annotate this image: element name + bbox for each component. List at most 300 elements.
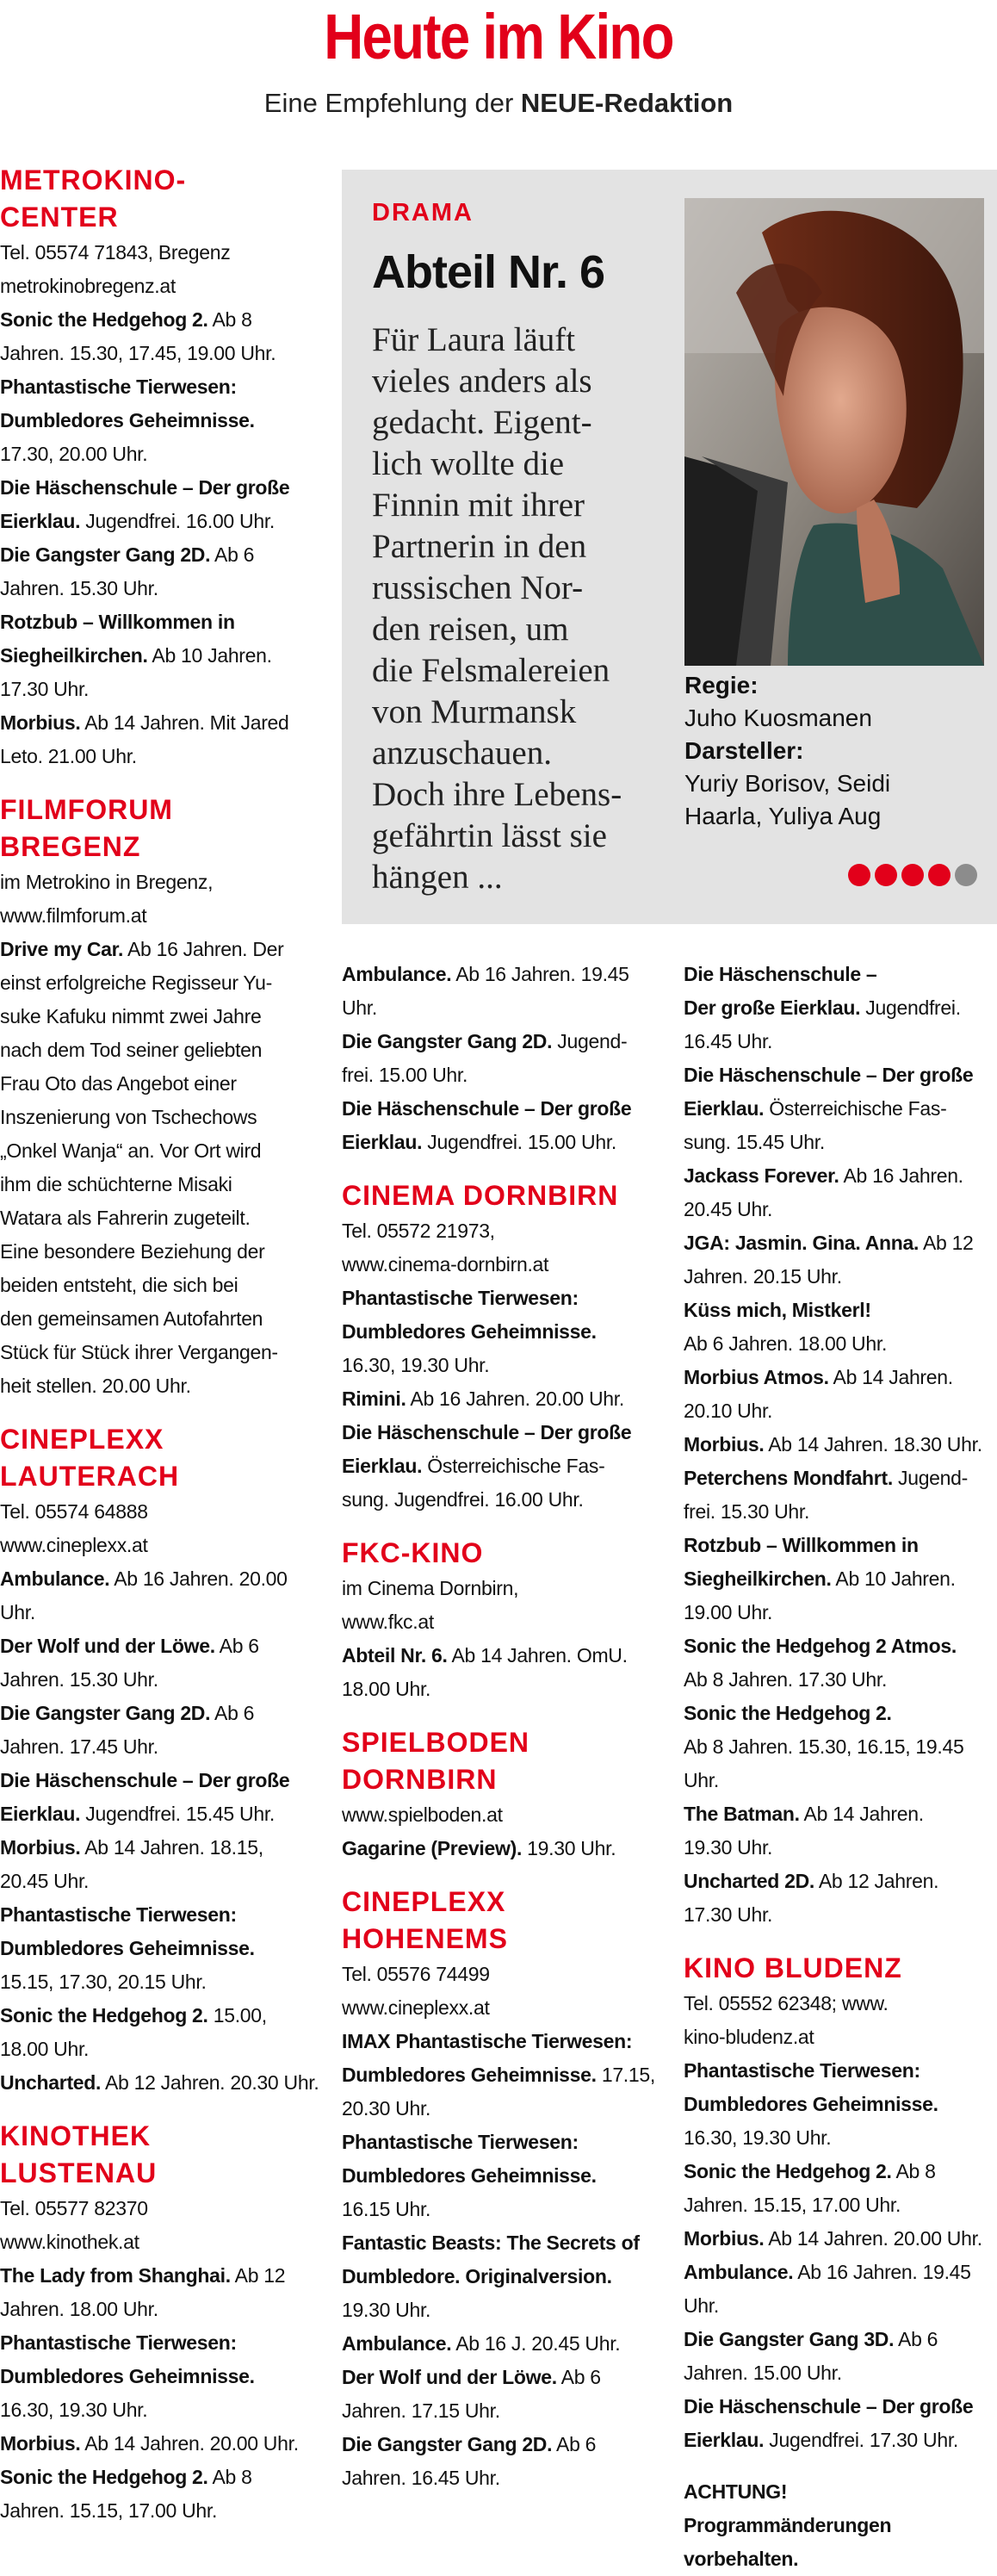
listing-line bbox=[0, 2494, 331, 2528]
listing-line bbox=[0, 966, 331, 1000]
listing-detail: Eine besondere Beziehung der bbox=[0, 1240, 265, 1263]
listing-detail: www.cineplexx.at bbox=[0, 1534, 148, 1556]
movie-title: Jackass Forever. bbox=[684, 1164, 839, 1187]
listing-line bbox=[0, 2293, 331, 2326]
page-subtitle bbox=[0, 86, 997, 121]
listing-line bbox=[684, 2188, 997, 2222]
movie-title: ACHTUNG! bbox=[684, 2480, 788, 2503]
teaser-line: russischen Nor- bbox=[372, 569, 584, 606]
listing-detail: 17.15, bbox=[596, 2064, 655, 2086]
listing-line bbox=[684, 1831, 997, 1865]
movie-title: Die Häschenschule – bbox=[684, 963, 877, 985]
movie-title: Die Gangster Gang 2D. bbox=[0, 543, 211, 566]
listing-line bbox=[342, 1605, 673, 1639]
listing-detail: Ab 16 Jahren. 19.45 bbox=[793, 2261, 971, 2283]
listing-line bbox=[684, 1361, 997, 1394]
listing-line bbox=[0, 1764, 331, 1797]
listing-detail: Jahren. 16.45 Uhr. bbox=[342, 2467, 500, 2489]
movie-title: Sonic the Hedgehog 2 Atmos. bbox=[684, 1635, 957, 1657]
listing-detail: Ab 6 bbox=[894, 2328, 938, 2350]
listing-detail: www.spielboden.at bbox=[342, 1803, 503, 1826]
listing-line bbox=[0, 1730, 331, 1764]
listing-detail: Jugendfrei. 15.45 Uhr. bbox=[80, 1803, 275, 1825]
listing-line bbox=[342, 1058, 673, 1092]
listing-detail: Frau Oto das Angebot einer bbox=[0, 1072, 237, 1095]
movie-title: Ambulance. bbox=[0, 1567, 110, 1590]
listing-line bbox=[0, 1269, 331, 1302]
listing-line bbox=[342, 1483, 673, 1517]
listing-line bbox=[342, 1991, 673, 2025]
listing-line bbox=[684, 1987, 997, 2020]
movie-title: Dumbledores Geheimnisse. bbox=[342, 1320, 597, 1343]
listing-line bbox=[0, 740, 331, 773]
subtitle-prefix: Eine Empfehlung der bbox=[263, 88, 514, 118]
listing-line bbox=[342, 2461, 673, 2495]
movie-title: Die Gangster Gang 2D. bbox=[0, 1702, 211, 1724]
feature-credits bbox=[684, 669, 986, 833]
listing-line bbox=[0, 236, 331, 270]
movie-title: Siegheilkirchen. bbox=[0, 644, 148, 667]
listing-line bbox=[0, 1101, 331, 1134]
listing-detail: Ab 14 Jahren. bbox=[828, 1366, 953, 1388]
movie-title: Phantastische Tierwesen: bbox=[342, 1287, 579, 1309]
listing-detail: frei. 15.00 Uhr. bbox=[342, 1064, 468, 1086]
listing-line bbox=[0, 1000, 331, 1034]
listing-detail: Ab 16 Jahren. 20.00 Uhr. bbox=[406, 1387, 624, 1410]
listing-detail: im Metrokino in Bregenz, bbox=[0, 871, 214, 893]
listing-line bbox=[0, 1067, 331, 1101]
listing-line bbox=[342, 2226, 673, 2260]
listing-detail: Jahren. 18.00 Uhr. bbox=[0, 2298, 158, 2320]
listings-column-3 bbox=[684, 958, 997, 2576]
listing-line bbox=[0, 1201, 331, 1235]
listing-detail: Jugend- bbox=[892, 1467, 969, 1489]
movie-title: Der Wolf und der Löwe. bbox=[342, 2366, 557, 2388]
listing-line bbox=[342, 1572, 673, 1605]
movie-title: Morbius. bbox=[684, 1433, 765, 1456]
listing-line bbox=[684, 2424, 997, 2457]
listing-detail: 20.45 Uhr. bbox=[684, 1198, 773, 1220]
listing-detail: Uhr. bbox=[342, 996, 377, 1019]
movie-title: Eierklau. bbox=[0, 510, 81, 532]
movie-title: Die Gangster Gang 2D. bbox=[342, 1030, 553, 1052]
rating-dot-filled bbox=[875, 864, 897, 886]
listing-detail: Tel. 05574 71843, Bregenz bbox=[0, 241, 231, 264]
listing-line bbox=[0, 572, 331, 605]
listing-detail: 19.00 Uhr. bbox=[684, 1601, 773, 1623]
cinema-name: KINO BLUDENZ bbox=[684, 1952, 902, 1983]
cinema-metrokino bbox=[0, 162, 331, 773]
cinema-filmforum bbox=[0, 791, 331, 1403]
listing-line bbox=[684, 2020, 997, 2054]
listing-detail: www.kinothek.at bbox=[0, 2231, 139, 2253]
listing-detail: Leto. 21.00 Uhr. bbox=[0, 745, 137, 767]
listing-line bbox=[342, 1832, 673, 1865]
teaser-line: Doch ihre Lebens- bbox=[372, 776, 622, 813]
listing-detail: 16.30, 19.30 Uhr. bbox=[0, 2399, 148, 2421]
movie-title: Ambulance. bbox=[684, 2261, 794, 2283]
listing-line bbox=[0, 1629, 331, 1663]
listing-line bbox=[684, 1562, 997, 1596]
listing-detail: 15.00, bbox=[207, 2004, 267, 2027]
cinema-spielboden bbox=[342, 1724, 673, 1865]
listing-line bbox=[684, 2289, 997, 2323]
movie-title: Morbius Atmos. bbox=[684, 1366, 829, 1388]
listing-line bbox=[0, 2066, 331, 2100]
listing-detail: 17.30, 20.00 Uhr. bbox=[0, 443, 148, 465]
listing-line bbox=[684, 958, 997, 991]
listing-line bbox=[342, 2092, 673, 2126]
movie-title: Morbius. bbox=[684, 2227, 765, 2250]
cinema-name: BREGENZ bbox=[0, 831, 141, 862]
cinema-hohenems-continued bbox=[684, 958, 997, 1932]
listing-detail: Ab 12 Jahren. 20.30 Uhr. bbox=[101, 2071, 319, 2094]
feature-title: Abteil Nr. 6 bbox=[372, 246, 605, 298]
listing-detail: Uhr. bbox=[0, 1601, 35, 1623]
listing-line bbox=[342, 1798, 673, 1832]
listing-detail: 15.15, 17.30, 20.15 Uhr. bbox=[0, 1971, 207, 1993]
listing-line bbox=[342, 2193, 673, 2226]
listing-detail: Ab 14 Jahren. Mit Jared bbox=[80, 711, 289, 734]
listing-detail: Ab 16 Jahren. bbox=[839, 1164, 963, 1187]
listing-line bbox=[0, 1562, 331, 1596]
listing-detail: Jahren. 15.15, 17.00 Uhr. bbox=[684, 2194, 901, 2216]
movie-title: Rotzbub – Willkommen in bbox=[684, 1534, 919, 1556]
listing-line bbox=[0, 1865, 331, 1898]
program-note bbox=[684, 2475, 997, 2576]
listing-detail: Ab 16 Jahren. Der bbox=[123, 938, 284, 960]
listing-detail: 18.00 Uhr. bbox=[342, 1678, 431, 1700]
listings-column-2 bbox=[342, 958, 673, 2495]
listing-detail: Jugendfrei. 15.00 Uhr. bbox=[422, 1131, 616, 1153]
listing-detail: www.filmforum.at bbox=[0, 904, 147, 927]
teaser-line: Finnin mit ihrer bbox=[372, 487, 585, 524]
teaser-line: gedacht. Eigent- bbox=[372, 404, 592, 441]
movie-title: Dumbledores Geheimnisse. bbox=[342, 2164, 597, 2187]
listing-line bbox=[684, 2475, 997, 2509]
movie-title: Dumbledores Geheimnisse. bbox=[0, 409, 255, 431]
listing-line bbox=[0, 2326, 331, 2360]
listing-detail: Tel. 05552 62348; www. bbox=[684, 1992, 889, 2014]
movie-title: Eierklau. bbox=[684, 1097, 765, 1120]
listing-line bbox=[0, 1965, 331, 1999]
listing-line bbox=[342, 1382, 673, 1416]
listing-line bbox=[342, 2428, 673, 2461]
rating-dot-filled bbox=[928, 864, 951, 886]
listing-detail: Ab 6 bbox=[556, 2366, 601, 2388]
movie-title: Dumbledores Geheimnisse. bbox=[342, 2064, 597, 2086]
listings-column-1 bbox=[0, 162, 331, 2528]
listing-line bbox=[342, 2058, 673, 2092]
movie-title: Sonic the Hedgehog 2. bbox=[684, 1702, 892, 1724]
listing-line bbox=[342, 2260, 673, 2294]
listing-detail: Österreichische Fas- bbox=[422, 1455, 605, 1477]
movie-title: Rotzbub – Willkommen in bbox=[0, 611, 235, 633]
listing-line bbox=[0, 2225, 331, 2259]
subtitle-brand: NEUE-Redaktion bbox=[520, 88, 734, 118]
cinema-name: SPIELBODEN bbox=[342, 1727, 530, 1758]
listing-detail: Tel. 05572 21973, bbox=[342, 1220, 495, 1242]
listing-detail: Inszenierung von Tschechows bbox=[0, 1106, 257, 1128]
cast-line: Haarla, Yuliya Aug bbox=[684, 803, 882, 829]
teaser-line: anzuschauen. bbox=[372, 735, 552, 772]
listing-line bbox=[0, 337, 331, 370]
movie-title: Die Häschenschule – Der große bbox=[0, 1769, 290, 1791]
listing-detail: Watara als Fahrerin zugeteilt. bbox=[0, 1207, 251, 1229]
movie-title: Phantastische Tierwesen: bbox=[0, 2331, 237, 2354]
listing-detail: 16.30, 19.30 Uhr. bbox=[342, 1354, 490, 1376]
listing-line bbox=[342, 2126, 673, 2159]
listing-line bbox=[0, 270, 331, 303]
movie-title: Morbius. bbox=[0, 711, 81, 734]
listing-line bbox=[0, 2360, 331, 2393]
movie-title: Siegheilkirchen. bbox=[684, 1567, 832, 1590]
listing-detail: Österreichische Fas- bbox=[764, 1097, 947, 1120]
cinema-name: METROKINO- bbox=[0, 164, 187, 196]
listing-line bbox=[684, 1428, 997, 1462]
listing-line bbox=[684, 2356, 997, 2390]
listing-detail: Jahren. 20.15 Uhr. bbox=[684, 1265, 842, 1288]
feature-genre: DRAMA bbox=[372, 199, 474, 227]
listing-detail: nach dem Tod seiner geliebten bbox=[0, 1039, 263, 1061]
listing-line bbox=[0, 933, 331, 966]
listing-line bbox=[684, 2121, 997, 2155]
listing-line bbox=[0, 1034, 331, 1067]
listing-line bbox=[342, 2025, 673, 2058]
listing-line bbox=[342, 1673, 673, 1706]
listing-line bbox=[0, 1797, 331, 1831]
listing-detail: Jugend- bbox=[552, 1030, 628, 1052]
teaser-line: vieles anders als bbox=[372, 363, 592, 400]
listing-line bbox=[0, 1529, 331, 1562]
listing-detail: 19.30 Uhr. bbox=[342, 2299, 431, 2321]
listing-detail: Ab 16 Jahren. 19.45 bbox=[451, 963, 629, 985]
listing-detail: Ab 8 bbox=[207, 308, 252, 331]
listing-line bbox=[342, 991, 673, 1025]
listing-line bbox=[342, 1214, 673, 1248]
listing-line bbox=[0, 2033, 331, 2066]
movie-title: Eierklau. bbox=[342, 1131, 423, 1153]
listing-detail: Ab 6 bbox=[214, 1635, 259, 1657]
listing-line bbox=[0, 2259, 331, 2293]
listing-line bbox=[0, 2427, 331, 2461]
listing-detail: Jugendfrei. bbox=[860, 996, 961, 1019]
listing-detail: 19.30 Uhr. bbox=[684, 1836, 773, 1859]
movie-title: Die Gangster Gang 2D. bbox=[342, 2433, 553, 2455]
listing-line bbox=[0, 1336, 331, 1369]
listing-detail: www.cinema-dornbirn.at bbox=[342, 1253, 549, 1276]
movie-title: The Lady from Shanghai. bbox=[0, 2264, 231, 2287]
listing-line bbox=[0, 866, 331, 899]
listing-detail: heit stellen. 20.00 Uhr. bbox=[0, 1375, 191, 1397]
listing-detail: 17.30 Uhr. bbox=[0, 678, 90, 700]
listing-line bbox=[684, 1629, 997, 1663]
cinema-name: KINOTHEK bbox=[0, 2120, 152, 2151]
movie-title: Sonic the Hedgehog 2. bbox=[0, 2466, 208, 2488]
listing-line bbox=[684, 1159, 997, 1193]
movie-title: Dumbledores Geheimnisse. bbox=[0, 2365, 255, 2387]
movie-title: Sonic the Hedgehog 2. bbox=[0, 2004, 208, 2027]
listing-detail: www.fkc.at bbox=[342, 1611, 434, 1633]
listing-line bbox=[684, 2256, 997, 2289]
movie-title: Die Häschenschule – Der große bbox=[342, 1097, 632, 1120]
movie-title: Die Gangster Gang 3D. bbox=[684, 2328, 895, 2350]
movie-title: Die Häschenschule – Der große bbox=[342, 1421, 632, 1443]
movie-title: Dumbledores Geheimnisse. bbox=[684, 2093, 938, 2115]
listing-detail: Ab 6 bbox=[552, 2433, 597, 2455]
teaser-line: gefährtin lässt sie bbox=[372, 817, 607, 854]
listing-detail: Jahren. 17.15 Uhr. bbox=[342, 2399, 500, 2422]
movie-title: Ambulance. bbox=[342, 963, 452, 985]
listing-line bbox=[684, 2222, 997, 2256]
teaser-line: hängen ... bbox=[372, 859, 503, 896]
listing-detail: 20.10 Uhr. bbox=[684, 1400, 773, 1422]
listing-detail: „Onkel Wanja“ an. Vor Ort wird bbox=[0, 1139, 262, 1162]
cinema-name: CINEMA DORNBIRN bbox=[342, 1180, 619, 1211]
movie-title: Ambulance. bbox=[342, 2332, 452, 2355]
listing-line bbox=[684, 1898, 997, 1932]
listing-detail: 20.30 Uhr. bbox=[342, 2097, 431, 2120]
listing-line bbox=[684, 1596, 997, 1629]
listing-detail: frei. 15.30 Uhr. bbox=[684, 1500, 810, 1523]
movie-title: Morbius. bbox=[0, 2432, 81, 2455]
listing-line bbox=[342, 1958, 673, 1991]
cinema-name: CENTER bbox=[0, 202, 119, 233]
rating-dot-filled bbox=[848, 864, 870, 886]
listing-line bbox=[0, 1697, 331, 1730]
listing-line bbox=[684, 2054, 997, 2088]
movie-title: Sonic the Hedgehog 2. bbox=[684, 2160, 892, 2182]
listing-detail: Ab 10 Jahren. bbox=[831, 1567, 956, 1590]
listing-line bbox=[684, 1394, 997, 1428]
listing-line bbox=[342, 1449, 673, 1483]
listing-detail: 16.45 Uhr. bbox=[684, 1030, 773, 1052]
listing-line bbox=[342, 1349, 673, 1382]
listing-line bbox=[684, 1025, 997, 1058]
cinema-name: HOHENEMS bbox=[342, 1923, 508, 1954]
listing-detail: Jahren. 15.00 Uhr. bbox=[684, 2362, 842, 2384]
movie-title: Eierklau. bbox=[342, 1455, 423, 1477]
cinema-cineplexx-lauterach bbox=[0, 1421, 331, 2100]
listing-detail: Ab 6 bbox=[210, 543, 255, 566]
listing-detail: sung. 15.45 Uhr. bbox=[684, 1131, 825, 1153]
cast-names bbox=[684, 767, 986, 833]
listing-line bbox=[684, 2390, 997, 2424]
cinema-name: CINEPLEXX bbox=[0, 1424, 164, 1455]
listing-line bbox=[342, 958, 673, 991]
listing-line bbox=[0, 438, 331, 471]
movie-title: Der Wolf und der Löwe. bbox=[0, 1635, 215, 1657]
listing-line bbox=[684, 1058, 997, 1092]
movie-title: Die Häschenschule – Der große bbox=[684, 2395, 974, 2418]
listing-detail: 16.30, 19.30 Uhr. bbox=[684, 2126, 832, 2149]
listing-detail: Jahren. 15.30 Uhr. bbox=[0, 1668, 158, 1691]
teaser-line: lich wollte die bbox=[372, 445, 565, 482]
listing-detail: Ab 8 bbox=[891, 2160, 936, 2182]
listing-line bbox=[684, 2323, 997, 2356]
listing-detail: Jahren. 15.30, 17.45, 19.00 Uhr. bbox=[0, 342, 276, 364]
movie-title: Die Häschenschule – Der große bbox=[684, 1064, 974, 1086]
listing-line bbox=[684, 1495, 997, 1529]
listing-detail: Ab 14 Jahren. 20.00 Uhr. bbox=[764, 2227, 982, 2250]
listing-line bbox=[0, 370, 331, 404]
listing-line bbox=[0, 1831, 331, 1865]
listing-detail: 20.45 Uhr. bbox=[0, 1870, 90, 1892]
cinema-name: FKC-KINO bbox=[342, 1537, 484, 1568]
cinema-name: FILMFORUM bbox=[0, 794, 173, 825]
listing-detail: Uhr. bbox=[684, 2294, 719, 2317]
listing-detail: ihm die schüchterne Misaki bbox=[0, 1173, 232, 1195]
listing-detail: Ab 14 Jahren. bbox=[799, 1803, 924, 1825]
movie-title: Drive my Car. bbox=[0, 938, 124, 960]
movie-title: Phantastische Tierwesen: bbox=[0, 1903, 237, 1926]
director-label: Regie: bbox=[684, 672, 759, 698]
movie-title: Phantastische Tierwesen: bbox=[342, 2131, 579, 2153]
movie-title: Dumbledore. Originalversion. bbox=[342, 2265, 612, 2287]
movie-title: Eierklau. bbox=[684, 2429, 765, 2451]
cast-label: Darsteller: bbox=[684, 737, 804, 764]
listing-detail: suke Kafuku nimmt zwei Jahre bbox=[0, 1005, 262, 1027]
listing-line bbox=[684, 1226, 997, 1260]
listing-line bbox=[0, 303, 331, 337]
cinema-name: CINEPLEXX bbox=[342, 1886, 506, 1917]
listing-detail: Ab 6 Jahren. 18.00 Uhr. bbox=[684, 1332, 888, 1355]
movie-title: Morbius. bbox=[0, 1836, 81, 1859]
movie-title: Uncharted 2D. bbox=[684, 1870, 815, 1892]
listing-detail: Ab 12 Jahren. bbox=[814, 1870, 939, 1892]
listing-line bbox=[684, 1865, 997, 1898]
listing-line bbox=[342, 2294, 673, 2327]
listing-detail: Ab 16 Jahren. 20.00 bbox=[109, 1567, 288, 1590]
listing-detail: Jugendfrei. 17.30 Uhr. bbox=[764, 2429, 958, 2451]
cinema-dornbirn-continued bbox=[342, 958, 673, 1159]
listing-line bbox=[342, 1315, 673, 1349]
movie-title: Dumbledores Geheimnisse. bbox=[0, 1937, 255, 1959]
listing-line bbox=[684, 1294, 997, 1327]
feature-photo bbox=[684, 198, 984, 666]
cinema-dornbirn bbox=[342, 1177, 673, 1517]
listing-line bbox=[684, 991, 997, 1025]
page-title: Heute im Kino bbox=[324, 1, 673, 72]
listing-line bbox=[0, 1235, 331, 1269]
listing-detail: Ab 14 Jahren. 18.15, bbox=[80, 1836, 263, 1859]
teaser-line: Für Laura läuft bbox=[372, 321, 576, 358]
feature-box bbox=[342, 170, 997, 924]
listing-detail: Tel. 05576 74499 bbox=[342, 1963, 490, 1985]
movie-title: Küss mich, Mistkerl! bbox=[684, 1299, 871, 1321]
listing-line bbox=[0, 1932, 331, 1965]
listing-line bbox=[0, 2393, 331, 2427]
listing-detail: Ab 12 bbox=[919, 1232, 974, 1254]
listing-line bbox=[342, 1248, 673, 1282]
movie-title: Phantastische Tierwesen: bbox=[0, 376, 237, 398]
listing-line bbox=[342, 1025, 673, 1058]
movie-title: Uncharted. bbox=[0, 2071, 102, 2094]
listing-line bbox=[684, 1327, 997, 1361]
listing-detail: einst erfolgreiche Regisseur Yu- bbox=[0, 971, 272, 994]
listing-detail: den gemeinsamen Autofahrten bbox=[0, 1307, 263, 1330]
cinema-bludenz bbox=[684, 1950, 997, 2457]
listing-detail: Tel. 05574 64888 bbox=[0, 1500, 148, 1523]
listing-line bbox=[0, 1168, 331, 1201]
listing-detail: Ab 8 Jahren. 17.30 Uhr. bbox=[684, 1668, 888, 1691]
listing-line bbox=[0, 1302, 331, 1336]
listing-line bbox=[684, 1529, 997, 1562]
listing-line bbox=[684, 2542, 997, 2576]
listing-line bbox=[684, 1663, 997, 1697]
listing-detail: 18.00 Uhr. bbox=[0, 2038, 90, 2060]
listing-line bbox=[342, 2394, 673, 2428]
